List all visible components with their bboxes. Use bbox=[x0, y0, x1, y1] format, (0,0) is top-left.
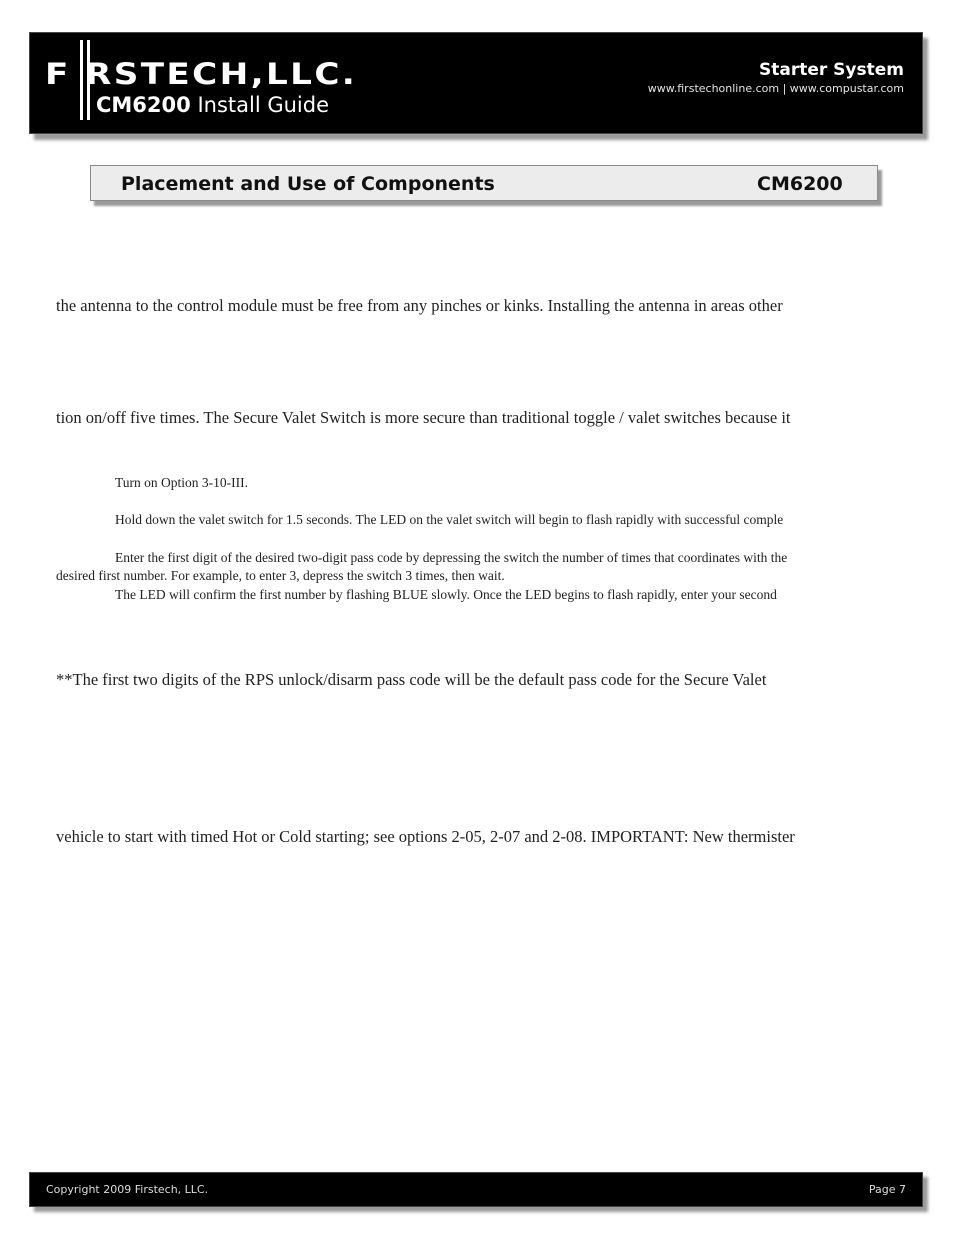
firstech-logo: F RSTECH,LLC. bbox=[45, 57, 358, 91]
step-2: Hold down the valet switch for 1.5 seconds. The LED on the valet switch will begin to flash rapidly with successful comple bbox=[115, 512, 784, 527]
step-3-line-1: Enter the first digit of the desired two-digit pass code by depressing the switch the number of times that coordinates with the bbox=[115, 550, 788, 565]
paragraph-vehicle: vehicle to start with timed Hot or Cold starting; see options 2-05, 2-07 and 2-08. IMPORTANT: New thermister bbox=[56, 827, 795, 846]
guide-model: CM6200 bbox=[96, 93, 191, 117]
footer-copyright: Copyright 2009 Firstech, LLC. bbox=[46, 1183, 209, 1196]
section-title: Placement and Use of Components bbox=[121, 173, 495, 195]
paragraph-valet: tion on/off five times. The Secure Valet Switch is more secure than traditional toggle / valet switches because it bbox=[56, 408, 791, 427]
guide-suffix: Install Guide bbox=[197, 93, 330, 117]
paragraph-antenna: the antenna to the control module must be free from any pinches or kinks. Installing the antenna in areas other bbox=[56, 296, 783, 315]
guide-title bbox=[96, 91, 329, 119]
section-model: CM6200 bbox=[757, 173, 843, 195]
logo-bar-icon bbox=[80, 40, 90, 120]
header-links: www.firstechonline.com | www.compustar.com bbox=[647, 82, 904, 95]
page-number: Page 7 bbox=[868, 1183, 906, 1196]
step-4: The LED will confirm the first number by flashing BLUE slowly. Once the LED begins to flash rapidly, enter your second bbox=[115, 587, 777, 602]
system-title: Starter System bbox=[759, 60, 904, 80]
note-rps-passcode: **The first two digits of the RPS unlock/disarm pass code will be the default pass code for the Secure Valet bbox=[56, 670, 767, 689]
step-1: Turn on Option 3-10-III. bbox=[115, 475, 248, 490]
step-3-line-2: desired first number. For example, to enter 3, depress the switch 3 times, then wait. bbox=[56, 568, 505, 583]
